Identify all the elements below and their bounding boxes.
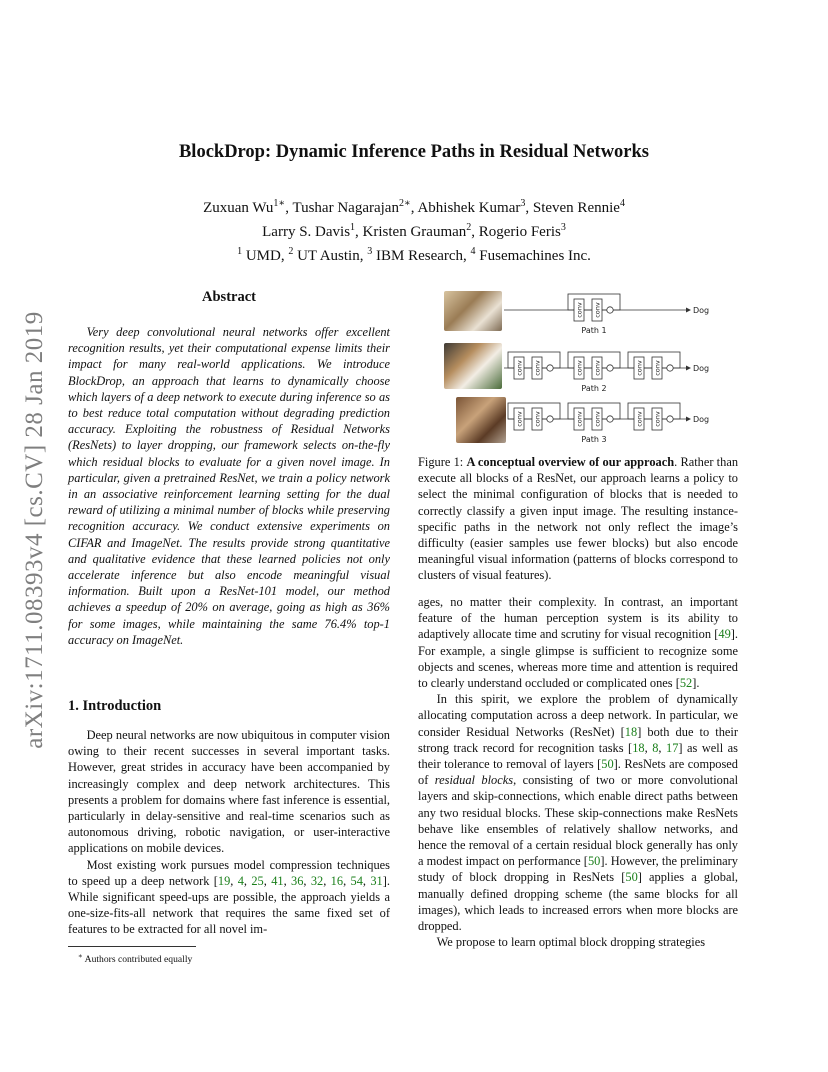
sum-node xyxy=(547,365,553,371)
author-name: Zuxuan Wu xyxy=(203,200,274,216)
caption-label: Figure 1: xyxy=(418,455,467,469)
author-name: Kristen Grauman xyxy=(362,224,467,240)
caption-bold: A conceptual overview of our approach xyxy=(466,455,675,469)
resnet-paths-diagram xyxy=(424,285,724,447)
figure-1-caption xyxy=(418,454,738,584)
citation-link[interactable]: 54 xyxy=(350,873,363,888)
author-affil-mark: 1∗ xyxy=(273,198,286,209)
affiliation: Fusemachines Inc. xyxy=(479,248,591,264)
text-run: ] both due to their strong track record for recognition tasks [ xyxy=(418,724,738,755)
text-run: Most existing work pursues model compression techniques to speed up a deep network [ xyxy=(68,857,390,888)
text-run: ]. xyxy=(692,676,700,691)
author-name: Steven Rennie xyxy=(532,200,620,216)
author-affil-mark: 2∗ xyxy=(398,198,411,209)
path-label: Path 1 xyxy=(581,326,607,335)
affiliation: UT Austin xyxy=(297,248,360,264)
output-label-dog: Dog xyxy=(693,306,710,315)
sum-node xyxy=(547,416,553,422)
conv-label: conv xyxy=(653,360,662,376)
footnote-mark: ∗ xyxy=(78,952,83,960)
sum-node xyxy=(607,365,613,371)
citation-link[interactable]: 49 xyxy=(718,627,731,642)
text-run: ages, no matter their complexity. In contrast, an important feature of the human perception system is its ability to adaptively allocate time and scrutiny for visual recognition [ xyxy=(418,595,738,642)
author-name: Tushar Nagarajan xyxy=(292,200,399,216)
arrow-head xyxy=(686,417,691,422)
citation-link[interactable]: 17 xyxy=(666,740,679,755)
body-paragraph-3: We propose to learn optimal block dropping strategies xyxy=(436,935,706,950)
arrow-head xyxy=(686,308,691,313)
citation-link[interactable]: 50 xyxy=(587,854,601,869)
citation-link[interactable]: 8 xyxy=(652,740,659,755)
affil-mark: 1 xyxy=(237,246,243,257)
conv-label: conv xyxy=(575,360,584,376)
footnote-text: Authors contributed equally xyxy=(84,954,193,966)
text-run: ] applies a global, manually defined dropping scheme (the same blocks for all images), which leads to increased errors when more blocks are dropped. xyxy=(418,870,738,934)
author-affil-mark: 3 xyxy=(520,198,526,209)
introduction-text xyxy=(68,727,390,938)
text-run: , consisting of two or more convolutional layers and skip-connections, which enable direct paths between any two residual blocks. These skip-connections make ResNets behave like ensembles of relatively shallow networks, and hence the removal of a certain residual block generally has only a modest impact on performance [ xyxy=(418,773,739,869)
affiliation: IBM Research xyxy=(375,248,464,264)
conv-label: conv xyxy=(575,411,584,427)
citation-link[interactable]: 52 xyxy=(679,676,693,691)
intro-paragraph-2: Most existing work pursues model compression techniques to speed up a deep network [19, 4, 25, 41, 36, 32, 16, 54, 31]. While significant speed-ups are possible, the approach yields a one-size-fits-all network that requires the same fixed set of features to be extracted for all novel im- xyxy=(68,857,390,937)
conv-label: conv xyxy=(515,360,524,376)
abstract-text xyxy=(68,324,390,648)
authors-line-1: Zuxuan $Wu^{1∗}$, Tushar Nagarajan$^{2∗}$, Abhishek Kumar$^3$, Steven Rennie$^4$ xyxy=(203,198,625,216)
text-run: ] as well as their tolerance to removal of layers [ xyxy=(418,740,738,772)
affiliation: UMD xyxy=(245,248,281,264)
author-affil-mark: 1 xyxy=(350,222,356,233)
citation-link[interactable]: 32 xyxy=(310,873,324,888)
conv-label: conv xyxy=(635,411,644,427)
abstract-heading: Abstract xyxy=(202,289,256,305)
conv-label: conv xyxy=(653,411,662,427)
arrow-head xyxy=(686,366,691,371)
citation-link[interactable]: 31 xyxy=(370,873,383,888)
sum-node xyxy=(607,307,613,313)
sum-node xyxy=(667,365,673,371)
author-affil-mark: 3 xyxy=(560,222,566,233)
footnote-rule xyxy=(68,946,196,947)
conv-label: conv xyxy=(593,302,602,318)
sum-node xyxy=(667,416,673,422)
conv-label: conv xyxy=(533,360,542,376)
footnote xyxy=(78,952,192,965)
path-label: Path 3 xyxy=(581,435,607,444)
text-run: ]. For example, a single glimpse is sufficient to recognize some objects and scenes, whereas more time and attention is required to clearly understand occluded or complicated ones [ xyxy=(418,627,738,691)
conv-label: conv xyxy=(533,411,542,427)
citation-link[interactable]: 19 xyxy=(217,873,231,888)
affil-mark: 4 xyxy=(470,246,476,257)
intro-paragraph-1: Deep neural networks are now ubiquitous in computer vision owing to their recent successes in several important tasks. However, great strides in accuracy have been accompanied by increasingly complex and deep network architectures. This presents a problem for domains where fast inference is essential, particularly in delay-sensitive and real-time scenarios such as autonomous driving, robotic navigation, or user-interactive applications on mobile devices. xyxy=(68,728,390,856)
body-paragraph-2: In this spirit, we explore the problem of dynamically allocating computation across a deep network. In particular, we consider Residual Networks (ResNet) [18] both due to their strong track record for recognition tasks [18, 8, 17] as well as their tolerance to removal of layers [50]. ResNets are composed of residual blocks, consisting of two or more convolutional layers and skip-connections, which enable direct paths between any two residual blocks. These skip-connections make ResNets behave like ensembles of relatively shallow networks, and hence the removal of a certain residual block generally has only a modest impact on performance [50]. However, the preliminary study of block dropping in ResNets [50] applies a global, manually defined dropping scheme (the same blocks for all images), which leads to increased errors when more blocks are dropped. xyxy=(418,692,739,934)
authors-block xyxy=(0,194,828,266)
paper-title: BlockDrop: Dynamic Inference Paths in Residual Networks xyxy=(178,142,650,162)
output-label-dog: Dog xyxy=(693,364,710,373)
affil-mark: 2 xyxy=(288,246,294,257)
right-column-body xyxy=(418,594,738,950)
author-affil-mark: 2 xyxy=(466,222,472,233)
author-name: Abhishek Kumar xyxy=(417,200,521,216)
citation-link[interactable]: 18 xyxy=(632,740,645,755)
arxiv-stamp: arXiv:1711.08393v4 [cs.CV] 28 Jan 2019 xyxy=(21,311,48,749)
caption-paragraph xyxy=(418,454,738,584)
citation-link[interactable]: 25 xyxy=(251,873,264,888)
citation-link[interactable]: 4 xyxy=(237,873,244,888)
emphasis: residual blocks xyxy=(434,773,514,788)
affiliations-line: $^1$ UMD, $^2$ UT Austin, $^3$ IBM Research, $^4$ Fusemachines Inc. xyxy=(237,246,591,264)
conv-label: conv xyxy=(635,360,644,376)
text-run: ]. However, the preliminary study of block dropping in ResNets [ xyxy=(418,854,738,885)
citation-link[interactable]: 50 xyxy=(625,870,638,885)
author-affil-mark: 4 xyxy=(619,198,625,209)
section-heading-introduction: 1. Introduction xyxy=(68,698,162,714)
text-run: ]. ResNets are composed of xyxy=(418,757,738,788)
citation-link[interactable]: 50 xyxy=(601,757,614,772)
conv-label: conv xyxy=(575,302,584,318)
citation-link[interactable]: 18 xyxy=(624,724,638,739)
citation-link[interactable]: 36 xyxy=(291,873,304,888)
text-run: In this spirit, we explore the problem of dynamically allocating computation across a deep network. In particular, we consider Residual Networks (ResNet) [ xyxy=(418,692,738,739)
conv-label: conv xyxy=(593,411,602,427)
output-label-dog: Dog xyxy=(693,415,710,424)
figure-1 xyxy=(424,285,724,447)
path-label: Path 2 xyxy=(581,384,607,393)
conv-label: conv xyxy=(515,411,524,427)
citation-link[interactable]: 41 xyxy=(271,873,284,888)
text-run: ]. While significant speed-ups are possible, the approach yields a one-size-fits-all network that requires the same fixed set of features to be extracted for all novel im- xyxy=(68,873,390,937)
author-name: Rogerio Feris xyxy=(478,224,561,240)
author-name: Larry S. Davis xyxy=(262,224,351,240)
authors-line-2: Larry S. Davis$^1$, Kristen Grauman$^2$, Rogerio Feris$^3$ xyxy=(262,222,566,240)
abstract-paragraph: Very deep convolutional neural networks offer excellent recognition results, yet their computational expense limits their impact for many real-world applications. We introduce BlockDrop, an approach that learns to dynamically choose which layers of a deep network to execute during inference so as to best reduce total computation without degrading prediction accuracy. Exploiting the robustness of Residual Networks (ResNets) to layer dropping, our framework selects on-the-fly which residual blocks to evaluate for a given novel image. In particular, given a pretrained ResNet, we train a policy network in an associative reinforcement learning setting for the dual reward of utilizing a minimal number of blocks while preserving recognition accuracy. We conduct extensive experiments on CIFAR and ImageNet. The results provide strong quantitative and qualitative evidence that these learned policies not only accelerate inference but also encode meaningful visual information. Built upon a ResNet-101 model, our method achieves a speedup of 20% on average, going as high as 36% for some images, while maintaining the same 76.4% top-1 accuracy on ImageNet. xyxy=(68,325,390,647)
caption-text: . Rather than execute all blocks of a ResNet, our approach learns a policy to select the minimal configuration of blocks that is needed to correctly classify a given input image. The resulting instance-specific paths in the network not only reflect the image’s difficulty (easier samples use fewer blocks) but also encode meaningful visual information (patterns of blocks correspond to clusters of visual features). xyxy=(418,455,739,583)
body-paragraph-1 xyxy=(418,594,738,691)
affil-mark: 3 xyxy=(367,246,373,257)
sum-node xyxy=(607,416,613,422)
citation-link[interactable]: 16 xyxy=(330,873,344,888)
conv-label: conv xyxy=(593,360,602,376)
